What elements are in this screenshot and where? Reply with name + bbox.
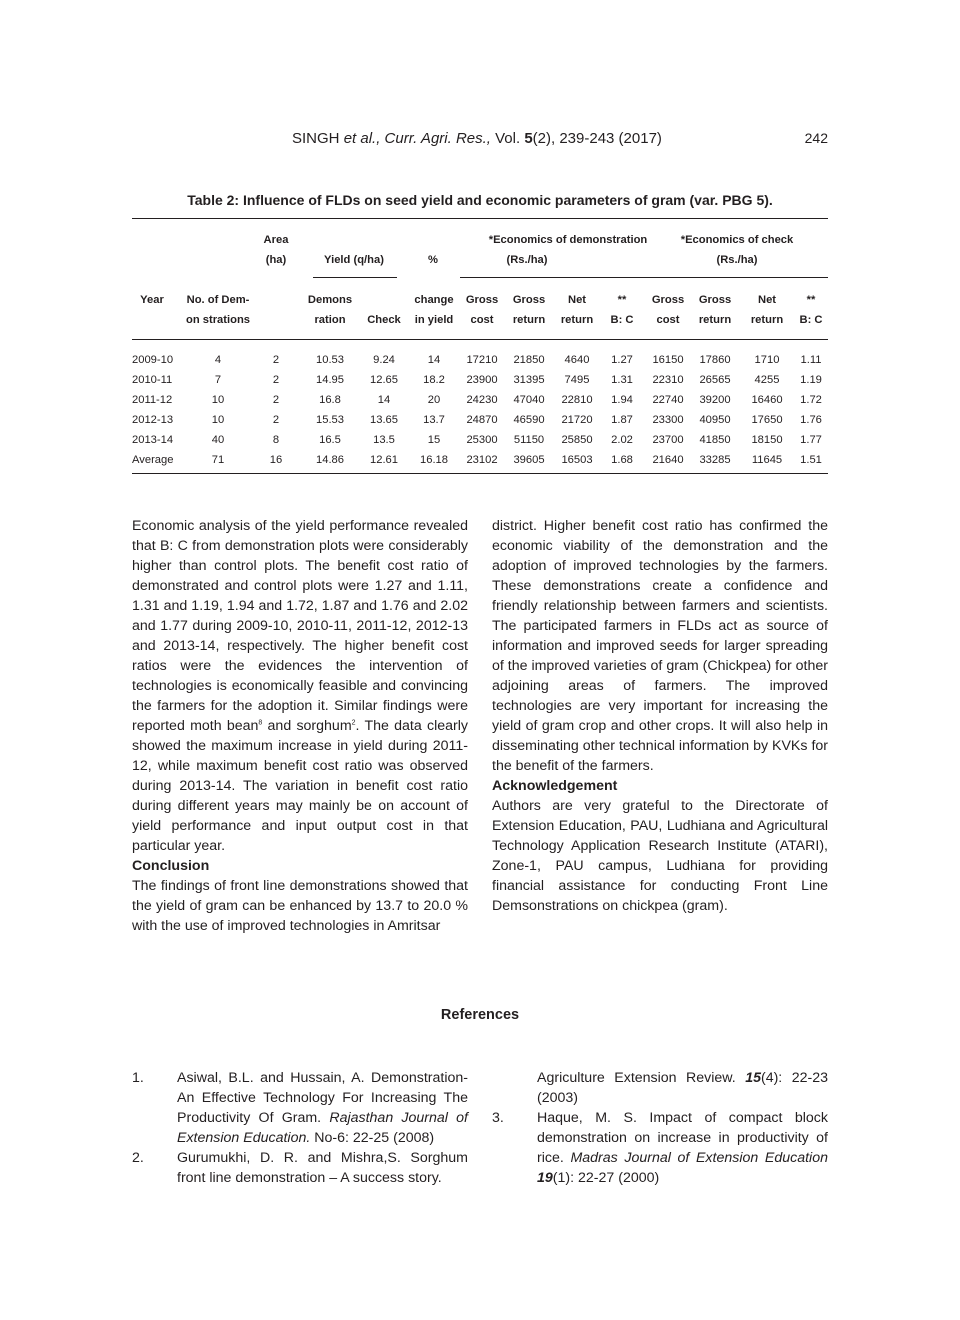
cell-no-demonstrations: 10 <box>211 394 225 406</box>
header-check-bc-2: B: C <box>799 314 823 326</box>
cell-check-net-return: 11645 <box>751 454 783 466</box>
cell-check-gross-return: 17860 <box>699 354 731 366</box>
cell-check-net-return: 1710 <box>754 354 780 366</box>
cell-yield-demonstration: 16.5 <box>319 434 341 446</box>
cell-yield-check: 13.5 <box>373 434 395 446</box>
header-no-dem-2: on strations <box>185 314 251 326</box>
cell-area: 2 <box>272 394 280 406</box>
cell-yield-check: 12.61 <box>370 454 398 466</box>
cell-check-gross-cost: 22310 <box>652 374 684 386</box>
cell-demo-net-return: 16503 <box>561 454 593 466</box>
reference-2 <box>132 1148 468 1188</box>
cell-check-gross-cost: 22740 <box>652 394 684 406</box>
cell-demo-bc-ratio: 1.31 <box>611 374 633 386</box>
reference-body: Agriculture Extension Review. 15(4): 22-23 (2003) <box>537 1070 828 1106</box>
header-gross-return-2: return <box>512 314 546 326</box>
header-bc-2: B: C <box>610 314 634 326</box>
cell-demo-gross-return: 31395 <box>513 374 545 386</box>
cell-demo-net-return: 7495 <box>564 374 590 386</box>
cell-change-in-yield: 14 <box>427 354 441 366</box>
acknowledgement-heading: Acknowledgement <box>492 778 618 794</box>
cell-demo-gross-return: 21850 <box>513 354 545 366</box>
cell-area: 16 <box>269 454 283 466</box>
left-column <box>132 516 468 936</box>
reference-body: Haque, M. S. Impact of compact block demonstration on increase in productivity of rice. Madras Journal of Extension Education 19(1): 22-27 (2000) <box>537 1110 828 1186</box>
table-bottom-rule <box>132 473 828 474</box>
cell-check-net-return: 4255 <box>754 374 780 386</box>
discussion-paragraph: Economic analysis of the yield performance revealed that B: C from demonstration plots were considerably higher than control plots. The benefit cost ratio of demonstrated and control plots were 1.27 and 1.11, 1.31 and 1.19, 1.94 and 1.72, 1.87 and 1.76 and 2.02 and 1.77 during 2009-10, 2010-11, 2011-12, 2012-13 and 2013-14, respectively. The higher benefit cost ratios were the evidences the intervention of technologies is economically feasible and convincing the farmers for the adoption it. Similar findings were reported moth bean$^8$ and sorghum$^2$. The data clearly showed the maximum increase in yield during 2011-12, while maximum benefit cost ratio was observed during 2013-14. The variation in benefit cost ratio during different years may mainly be on account of yield performance and input output cost in that particular year. <box>132 518 468 854</box>
cell-area: 2 <box>272 414 280 426</box>
econ-underline <box>460 277 828 278</box>
cell-demo-gross-cost: 17210 <box>466 354 498 366</box>
cell-check-net-return: 16460 <box>751 394 783 406</box>
page-number: 242 <box>804 130 828 146</box>
references-heading: References <box>440 1007 520 1023</box>
header-bc: ** <box>617 294 627 306</box>
cell-check-gross-cost: 21640 <box>652 454 684 466</box>
cell-no-demonstrations: 4 <box>214 354 222 366</box>
cell-area: 8 <box>272 434 280 446</box>
table-row <box>132 450 828 470</box>
cell-change-in-yield: 20 <box>427 394 441 406</box>
reference-number: 2. <box>132 1150 144 1166</box>
cell-yield-demonstration: 15.53 <box>316 414 344 426</box>
reference-number: 1. <box>132 1070 144 1086</box>
cell-demo-gross-cost: 24870 <box>466 414 498 426</box>
cell-demo-bc-ratio: 1.68 <box>611 454 633 466</box>
conclusion-heading: Conclusion <box>132 858 210 874</box>
header-percent: % <box>428 254 438 266</box>
cell-no-demonstrations: 10 <box>211 414 225 426</box>
header-bottom-rule <box>132 339 828 340</box>
cell-demo-gross-cost: 24230 <box>466 394 498 406</box>
cell-demo-net-return: 21720 <box>561 414 593 426</box>
table-row <box>132 410 828 430</box>
header-check-bc: ** <box>806 294 816 306</box>
table-caption: Table 2: Influence of FLDs on seed yield and economic parameters of gram (var. PBG 5). <box>187 192 773 208</box>
cell-demo-net-return: 4640 <box>564 354 590 366</box>
cell-demo-net-return: 22810 <box>561 394 593 406</box>
cell-area: 2 <box>272 374 280 386</box>
header-gross-cost-2: cost <box>470 314 494 326</box>
header-demonstration-2: ration <box>314 314 346 326</box>
header-check-gross-cost-2: cost <box>656 314 680 326</box>
header-check-net-return: Net <box>757 294 777 306</box>
yield-underline <box>313 277 397 278</box>
reference-number: 3. <box>492 1110 504 1126</box>
header-econ-check-unit: (Rs./ha) <box>716 254 758 266</box>
header-check-gross-return-2: return <box>698 314 732 326</box>
header-net-return-2: return <box>560 314 594 326</box>
cell-check-net-return: 17650 <box>751 414 783 426</box>
cell-yield-demonstration: 14.86 <box>316 454 344 466</box>
cell-demo-gross-return: 51150 <box>513 434 545 446</box>
cell-no-demonstrations: 71 <box>211 454 225 466</box>
cell-yield-demonstration: 10.53 <box>316 354 344 366</box>
header-change-2: in yield <box>414 314 454 326</box>
cell-demo-bc-ratio: 1.27 <box>611 354 633 366</box>
cell-check-gross-return: 39200 <box>699 394 731 406</box>
reference-body: Asiwal, B.L. and Hussain, A. Demonstration-An Effective Technology For Increasing The Productivity Of Gram. Rajasthan Journal of Extension Education. No-6: 22-25 (2008) <box>177 1070 468 1146</box>
cell-area: 2 <box>272 354 280 366</box>
cell-no-demonstrations: 40 <box>211 434 225 446</box>
cell-check-gross-return: 33285 <box>699 454 731 466</box>
citation-line: SINGH et al., Curr. Agri. Res., Vol. 5(2), 239-243 (2017) <box>292 130 662 147</box>
cell-demo-bc-ratio: 1.87 <box>611 414 633 426</box>
reference-3 <box>492 1108 828 1188</box>
header-check: Check <box>367 314 401 326</box>
header-check-net-return-2: return <box>750 314 784 326</box>
cell-check-bc-ratio: 1.51 <box>800 454 822 466</box>
table-top-rule <box>132 218 828 219</box>
cell-demo-bc-ratio: 1.94 <box>611 394 633 406</box>
table-row <box>132 350 828 370</box>
cell-check-net-return: 18150 <box>751 434 783 446</box>
cell-check-bc-ratio: 1.19 <box>800 374 822 386</box>
running-header <box>0 130 960 150</box>
cell-check-bc-ratio: 1.76 <box>800 414 822 426</box>
cell-yield-check: 12.65 <box>370 374 398 386</box>
table-row <box>132 370 828 390</box>
cell-change-in-yield: 15 <box>427 434 441 446</box>
cell-check-gross-return: 40950 <box>699 414 731 426</box>
header-area-unit: (ha) <box>265 254 287 266</box>
cell-demo-gross-cost: 23900 <box>466 374 498 386</box>
cell-demo-gross-return: 39605 <box>513 454 545 466</box>
header-check-gross-cost: Gross <box>651 294 685 306</box>
cell-change-in-yield: 16.18 <box>420 454 448 466</box>
cell-check-bc-ratio: 1.77 <box>800 434 822 446</box>
cell-yield-check: 14 <box>377 394 391 406</box>
cell-check-gross-cost: 23300 <box>652 414 684 426</box>
conclusion-continued: district. Higher benefit cost ratio has confirmed the economic viability of the demonstration and the adoption of improved technologies by the farmers. These demonstrations create a confidence and friendly relationship between farmers and scientists. The participated farmers in FLDs act as source of information and improved seeds for larger spreading of the improved varieties of gram (Chickpea) for other adjoining areas of farmers. The improved technologies are very important for increasing the yield of gram crop and other crops. It will also help in disseminating other technical information by KVKs for the benefit of the farmers. <box>492 518 828 774</box>
cell-yield-check: 13.65 <box>370 414 398 426</box>
cell-year: 2011-12 <box>132 394 173 406</box>
cell-change-in-yield: 13.7 <box>423 414 445 426</box>
cell-check-bc-ratio: 1.72 <box>800 394 822 406</box>
cell-check-gross-return: 26565 <box>699 374 731 386</box>
cell-yield-demonstration: 16.8 <box>319 394 341 406</box>
cell-year: 2010-11 <box>132 374 173 386</box>
table-row <box>132 430 828 450</box>
table-row <box>132 390 828 410</box>
header-gross-cost: Gross <box>465 294 499 306</box>
header-demonstration: Demons <box>307 294 353 306</box>
header-yield: Yield (q/ha) <box>324 254 384 266</box>
cell-yield-check: 9.24 <box>373 354 395 366</box>
cell-check-gross-return: 41850 <box>699 434 731 446</box>
cell-demo-gross-cost: 23102 <box>466 454 498 466</box>
header-net-return: Net <box>567 294 587 306</box>
header-area: Area <box>263 234 289 246</box>
conclusion-paragraph: The findings of front line demonstrations showed that the yield of gram can be enhanced by 13.7 to 20.0 % with the use of improved technologies in Amritsar <box>132 878 468 934</box>
cell-check-bc-ratio: 1.11 <box>800 354 822 366</box>
header-year: Year <box>140 294 164 306</box>
cell-year: 2009-10 <box>132 354 174 366</box>
cell-check-gross-cost: 16150 <box>652 354 684 366</box>
cell-demo-net-return: 25850 <box>561 434 593 446</box>
reference-body: Gurumukhi, D. R. and Mishra,S. Sorghum front line demonstration – A success story. <box>177 1150 468 1186</box>
cell-demo-gross-cost: 25300 <box>466 434 498 446</box>
header-econ-check: *Economics of check <box>680 234 794 246</box>
cell-check-gross-cost: 23700 <box>652 434 684 446</box>
cell-demo-gross-return: 46590 <box>513 414 545 426</box>
cell-demo-bc-ratio: 2.02 <box>611 434 633 446</box>
cell-demo-gross-return: 47040 <box>513 394 545 406</box>
cell-change-in-yield: 18.2 <box>423 374 445 386</box>
header-check-gross-return: Gross <box>698 294 732 306</box>
acknowledgement-paragraph: Authors are very grateful to the Directorate of Extension Education, PAU, Ludhiana and Agricultural Technology Application Research Institute (ATARI), Zone-1, PAU campus, Ludhiana for providing financial assistance for conducting Front Line Demsonstrations on chickpea (gram). <box>492 798 828 914</box>
header-no-dem: No. of Dem- <box>186 294 250 306</box>
reference-2-continued <box>537 1068 828 1108</box>
header-econ-demo-unit: (Rs./ha) <box>506 254 548 266</box>
header-change: change <box>414 294 454 306</box>
cell-year: 2013-14 <box>132 434 174 446</box>
header-gross-return: Gross <box>512 294 546 306</box>
cell-year: Average <box>132 454 174 466</box>
cell-no-demonstrations: 7 <box>214 374 222 386</box>
cell-yield-demonstration: 14.95 <box>316 374 344 386</box>
cell-year: 2012-13 <box>132 414 174 426</box>
header-econ-demo: *Economics of demonstration <box>488 234 648 246</box>
right-column <box>492 516 828 916</box>
